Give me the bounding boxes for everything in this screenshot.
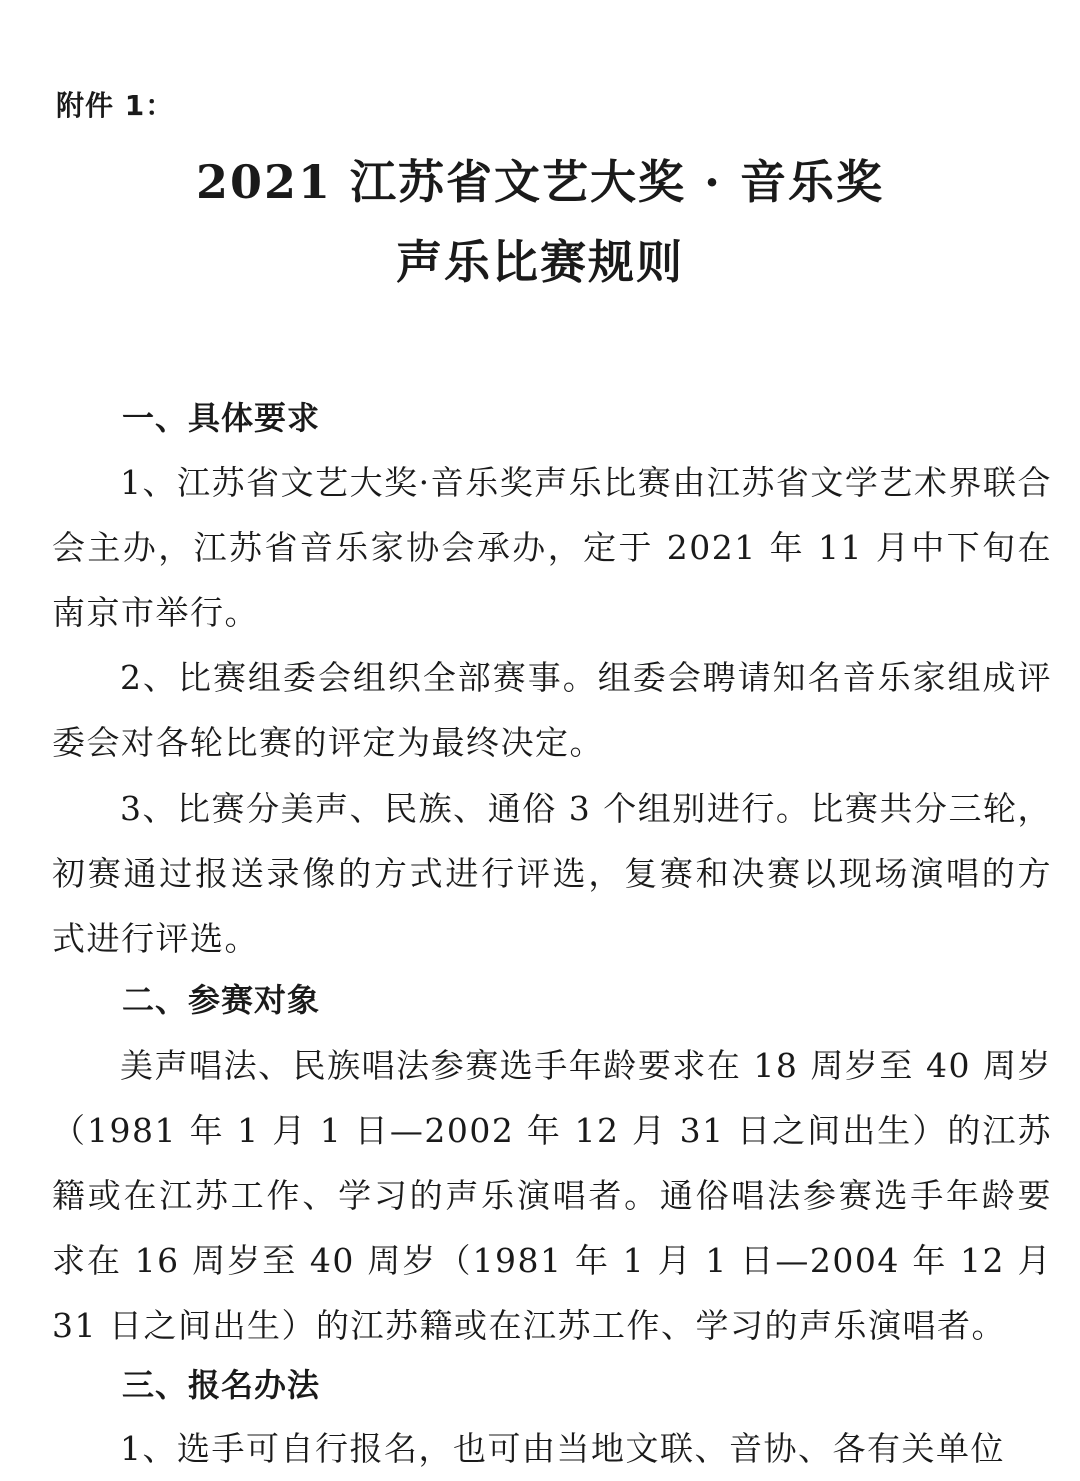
paragraph: 1、选手可自行报名，也可由当地文联、音协、各有关单位 (120, 1429, 1005, 1468)
document-title-line-2: 声乐比赛规则 (396, 235, 684, 289)
paragraph: 3、比赛分美声、民族、通俗 3 个组别进行。比赛共分三轮，初赛通过报送录像的方式进行评选，复赛和决赛以现场演唱的方式进行评选。 (52, 789, 1052, 958)
section-heading-registration: 三、报名办法 (122, 1366, 321, 1404)
section-heading-participants: 二、参赛对象 (122, 981, 321, 1019)
document-title-line-1: 2021 江苏省文艺大奖 · 音乐奖 (195, 155, 885, 209)
paragraph: 美声唱法、民族唱法参赛选手年龄要求在 18 周岁至 40 周岁（1981 年 1 月 1 日—2002 年 12 月 31 日之间出生）的江苏籍或在江苏工作、学习的声乐演唱者。通俗唱法参赛选手年龄要求在 16 周岁至 40 周岁（1981 年 1 月 1 日—2004 年 12 月 31 日之间出生）的江苏籍或在江苏工作、学习的声乐演唱者。 (52, 1046, 1052, 1345)
paragraph: 1、江苏省文艺大奖·音乐奖声乐比赛由江苏省文学艺术界联合会主办，江苏省音乐家协会承办，定于 2021 年 11 月中下旬在南京市举行。 (52, 463, 1052, 632)
section-heading-requirements: 一、具体要求 (122, 399, 321, 437)
paragraph: 2、比赛组委会组织全部赛事。组委会聘请知名音乐家组成评委会对各轮比赛的评定为最终决定。 (52, 658, 1052, 762)
attachment-label: 附件 1： (56, 89, 175, 122)
